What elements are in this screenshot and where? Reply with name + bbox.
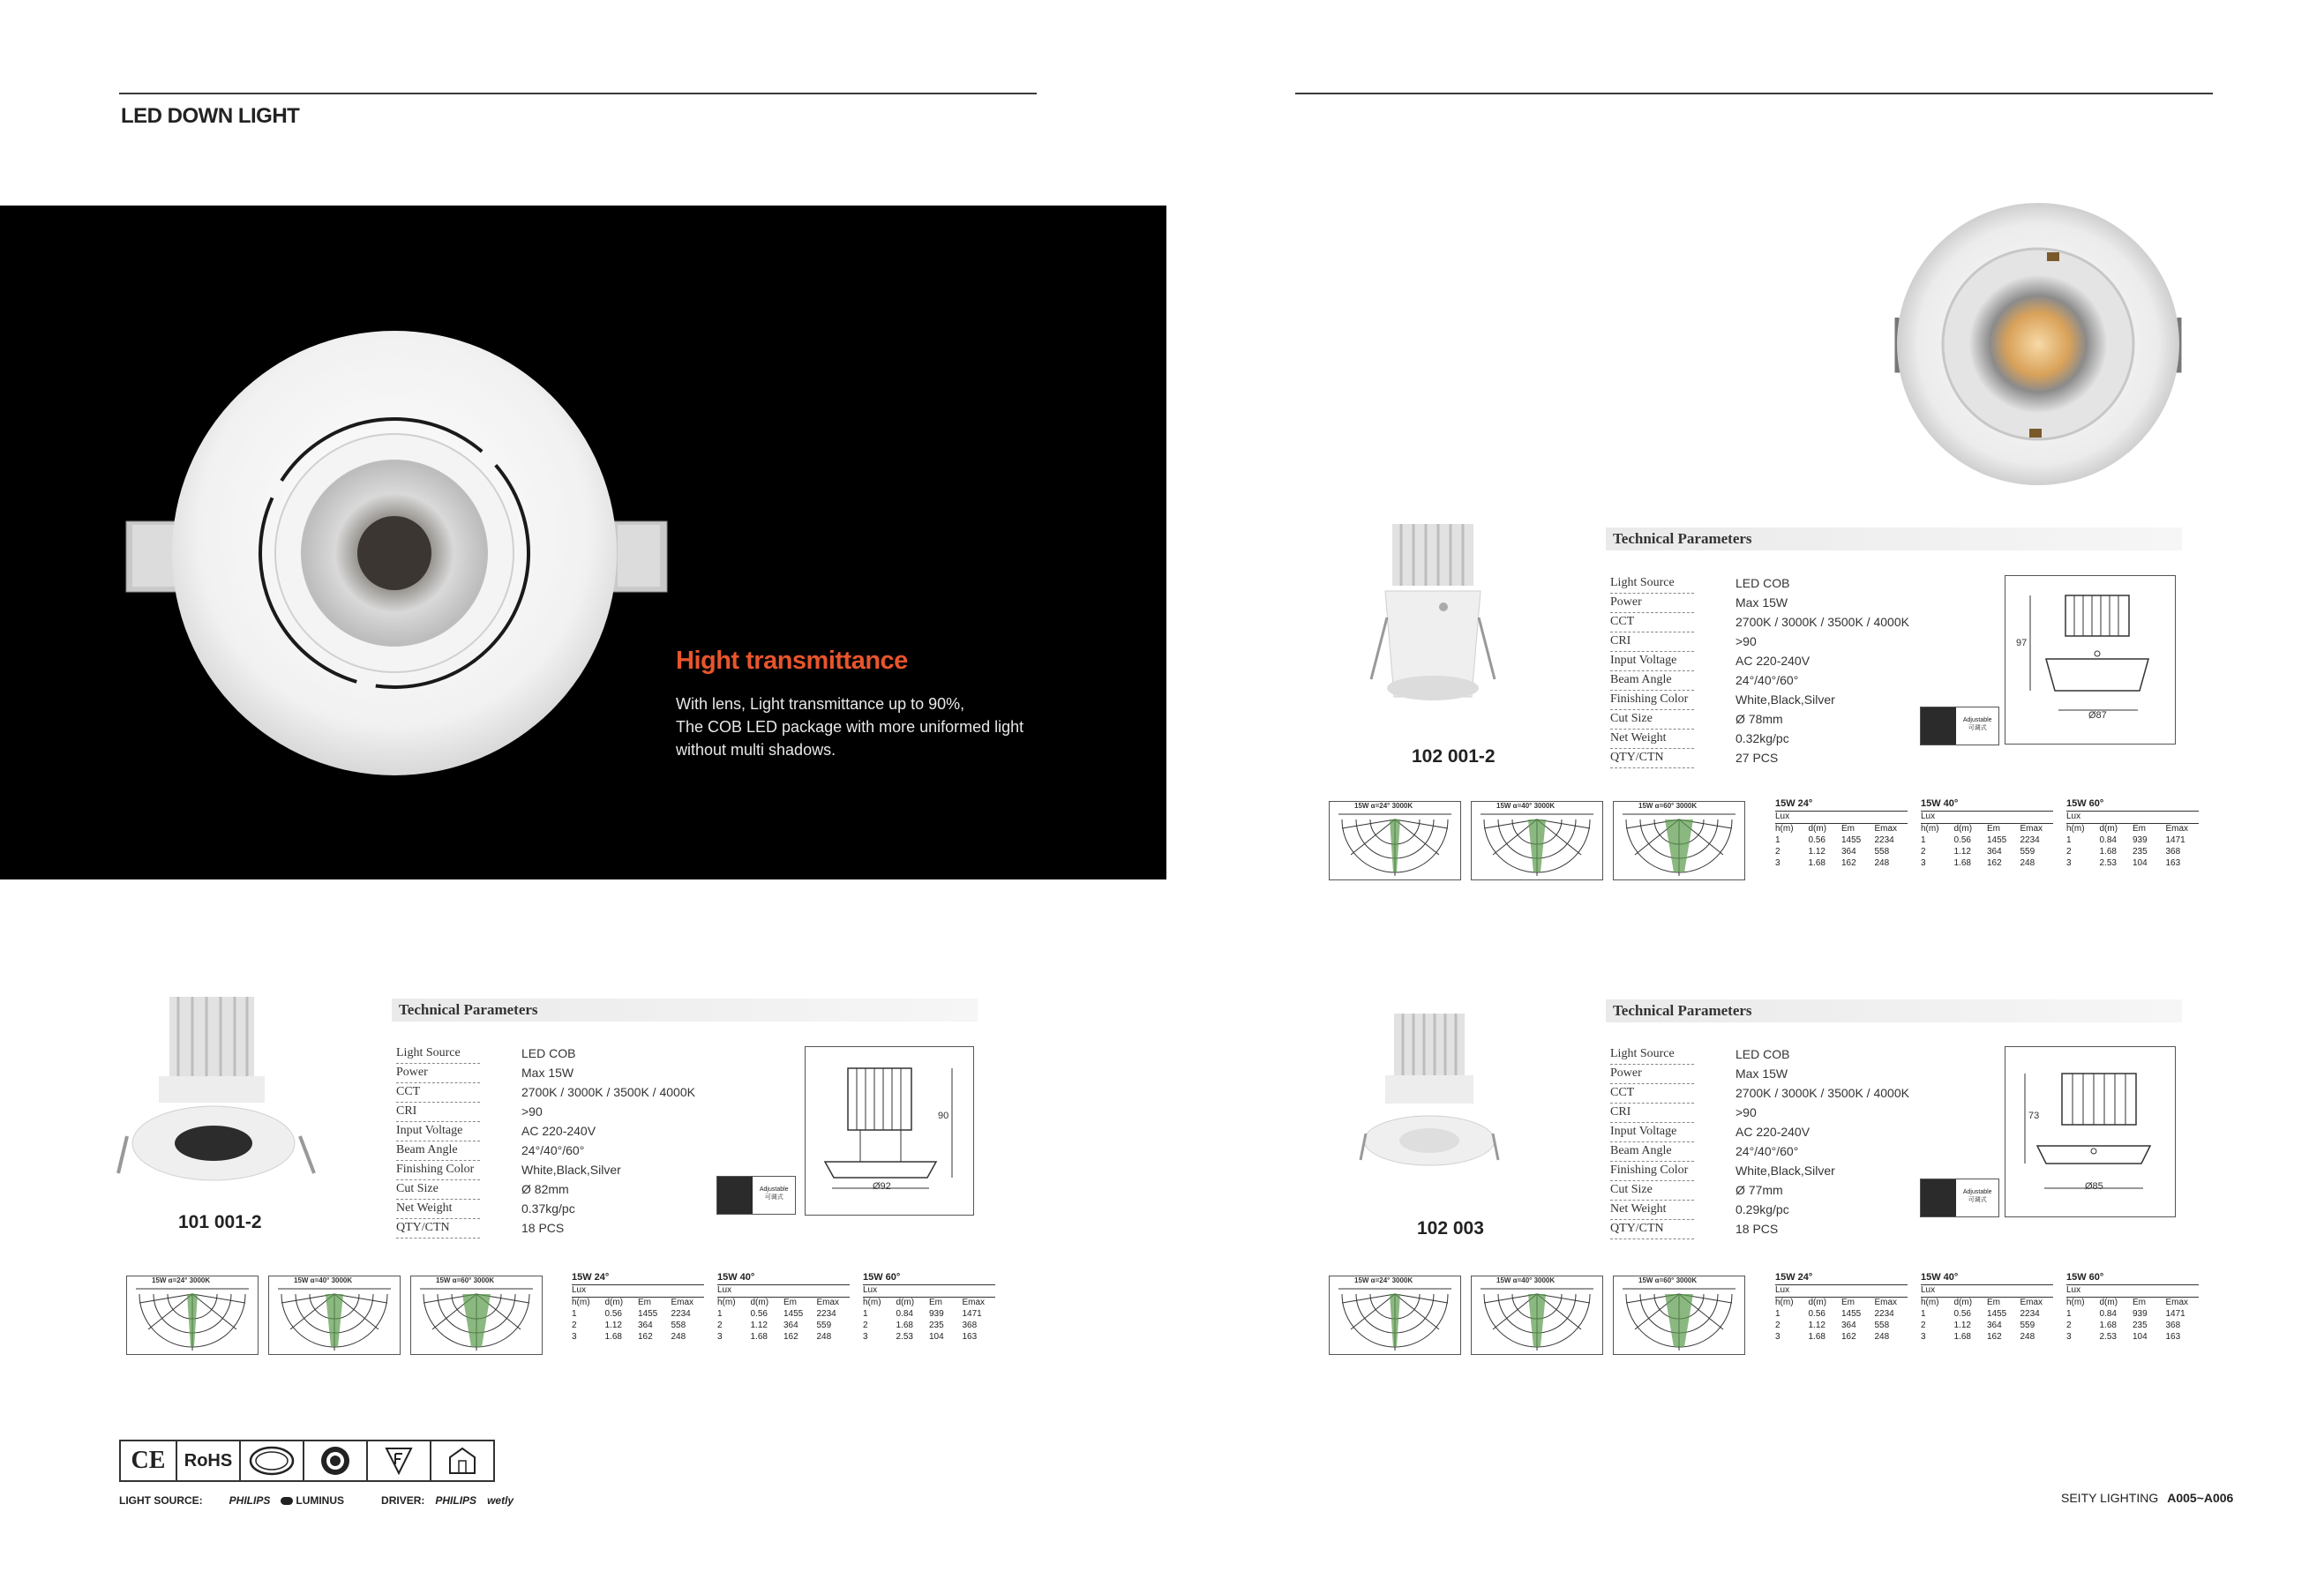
polar-label: 15W α=24° 3000K [1354,1276,1413,1284]
iso-mark-icon [303,1440,368,1482]
dimension-height: 73 [2028,1111,2040,1121]
ccc-mark-icon [239,1440,304,1482]
adjustable-label: Adjustable [1962,717,1992,723]
param-value: 27 PCS [1736,751,1779,765]
adjustable-label-cn: 可调式 [764,1194,783,1201]
product-102-001-2-photo [1366,520,1498,706]
param-label: CCT [1610,612,1694,632]
param-value: Ø 77mm [1736,1183,1783,1197]
param-value: >90 [521,1104,543,1119]
lux-row: 3 1.68 162 248 [572,1332,686,1342]
param-value: 2700K / 3000K / 3500K / 4000K [521,1085,695,1099]
lux-title: 15W 60° [863,1272,995,1285]
lux-table-40 [1921,798,2053,870]
downlight-front-photo [1879,194,2197,494]
hero-panel [0,206,1166,879]
lux-row: 1 0.56 1455 2234 [1921,1309,2040,1319]
lux-sub: Lux [1921,812,2053,824]
param-value: >90 [1736,1105,1757,1119]
param-label: Beam Angle [1610,670,1694,691]
param-value: Ø 82mm [521,1182,569,1196]
param-label: CRI [396,1102,480,1122]
polar-diagram-40 [1471,801,1603,880]
lux-table-24 [1775,1272,1908,1343]
param-value: AC 220-240V [521,1124,596,1138]
dimension-drawing-101-001-2 [805,1046,974,1216]
model-number-102-001-2: 102 001-2 [1412,746,1496,767]
dimension-diameter: Ø92 [873,1181,891,1192]
param-value: AC 220-240V [1736,1125,1810,1139]
param-label: Light Source [1610,1044,1694,1065]
polar-diagram-24 [1329,1276,1461,1355]
param-label: CCT [1610,1083,1694,1104]
lux-row: 1 0.56 1455 2234 [717,1309,836,1319]
param-label: Input Voltage [1610,1122,1694,1142]
param-value: 0.37kg/pc [521,1201,575,1216]
polar-label: 15W α=40° 3000K [1496,802,1556,810]
footer-suppliers [119,1494,514,1507]
param-label: Finishing Color [396,1160,480,1180]
dimension-diameter: Ø87 [2088,710,2107,721]
param-value: 24°/40°/60° [1736,1144,1799,1158]
adjustable-label: Adjustable [1962,1189,1992,1195]
polar-diagram-40 [1471,1276,1603,1355]
lux-row: 2 1.12 364 559 [1921,1321,2035,1330]
luminus-mark-icon [281,1497,293,1505]
lux-row: 2 1.68 235 368 [2066,847,2181,857]
param-label: Power [396,1063,480,1083]
param-value: >90 [1736,634,1757,648]
param-value: White,Black,Silver [1736,692,1835,707]
param-value: LED COB [1736,576,1790,590]
model-number-102-003: 102 003 [1417,1218,1484,1239]
param-value: 0.32kg/pc [1736,731,1789,745]
right-top-rule [1295,93,2213,94]
model-number-101-001-2: 101 001-2 [178,1212,262,1232]
ce-mark-icon: CE [119,1440,177,1482]
param-value: LED COB [521,1046,576,1060]
lux-header-row: h(m) d(m) Em Emax [1775,824,1898,834]
tech-params-table-102-001-2 [1610,573,1963,772]
lux-row: 1 0.56 1455 2234 [1921,835,2040,845]
param-value: Max 15W [1736,1066,1788,1081]
adjustable-label-cn: 可调式 [1968,1197,1987,1203]
lux-header-row: h(m) d(m) Em Emax [1921,824,2043,834]
lux-sub: Lux [717,1285,850,1298]
lux-header-row: h(m) d(m) Em Emax [1775,1298,1898,1307]
tech-params-table-102-003 [1610,1044,1963,1243]
lux-table-60 [863,1272,995,1343]
polar-label: 15W α=40° 3000K [294,1276,353,1284]
lux-header-row: h(m) d(m) Em Emax [572,1298,694,1307]
page-range: A005~A006 [2167,1491,2234,1505]
dimension-drawing-102-001-2 [2005,575,2176,745]
param-value: Ø 78mm [1736,712,1783,726]
lux-sub: Lux [2066,812,2199,824]
driver-label: DRIVER: [381,1494,425,1507]
adjustable-badge [716,1176,796,1215]
wetly-logo: wetly [487,1494,514,1507]
param-label: Net Weight [1610,1200,1694,1220]
lux-row: 3 2.53 104 163 [863,1332,978,1342]
adjustable-icon [717,1177,753,1214]
param-value: 2700K / 3000K / 3500K / 4000K [1736,1086,1909,1100]
tech-params-table-101-001-2 [396,1044,749,1242]
polar-label: 15W α=24° 3000K [152,1276,211,1284]
param-label: Net Weight [396,1199,480,1219]
lux-row: 1 0.56 1455 2234 [572,1309,691,1319]
param-value: Max 15W [1736,595,1788,610]
light-source-label: LIGHT SOURCE: [119,1494,203,1507]
polar-diagram-60 [1613,801,1745,880]
lux-sub: Lux [863,1285,995,1298]
lux-title: 15W 40° [1921,1272,2053,1285]
param-label: Input Voltage [1610,651,1694,671]
lux-table-24 [1775,798,1908,870]
lux-sub: Lux [2066,1285,2199,1298]
param-label: QTY/CTN [1610,748,1694,768]
lux-header-row: h(m) d(m) Em Emax [863,1298,986,1307]
lux-sub: Lux [1775,812,1908,824]
lux-sub: Lux [572,1285,704,1298]
param-label: Input Voltage [396,1121,480,1141]
lux-title: 15W 60° [2066,798,2199,812]
lux-row: 3 1.68 162 248 [1775,1332,1890,1342]
param-label: Power [1610,593,1694,613]
param-label: Cut Size [1610,1180,1694,1201]
rohs-mark-icon: RoHS [176,1440,241,1482]
lux-row: 1 0.84 939 1471 [2066,835,2185,845]
polar-diagram-24 [126,1276,259,1355]
param-value: AC 220-240V [1736,654,1810,668]
hero-title: Hight transmittance [676,647,908,675]
tech-params-header-101-001-2: Technical Parameters [392,999,978,1022]
lux-row: 2 1.12 364 558 [572,1321,686,1330]
page-footer [2061,1491,2233,1505]
lux-table-60 [2066,798,2199,870]
lux-row: 3 1.68 162 248 [1775,858,1890,868]
dimension-drawing-102-003 [2005,1046,2176,1217]
dimension-diameter: Ø85 [2085,1181,2103,1192]
lux-row: 3 1.68 162 248 [1921,858,2035,868]
lux-row: 3 1.68 162 248 [717,1332,832,1342]
adjustable-icon [1921,1179,1956,1216]
philips-driver-logo: PHILIPS [435,1494,477,1507]
lux-row: 1 0.84 939 1471 [2066,1309,2185,1319]
page-title: LED DOWN LIGHT [121,104,300,128]
lux-row: 3 1.68 162 248 [1921,1332,2035,1342]
param-label: Net Weight [1610,729,1694,749]
indoor-use-icon [430,1440,495,1482]
param-value: 18 PCS [1736,1222,1779,1236]
adjustable-label: Adjustable [759,1186,789,1193]
param-label: Cut Size [1610,709,1694,730]
param-value: 24°/40°/60° [521,1143,585,1157]
hero-line-2: The COB LED package with more uniformed light [676,718,1024,736]
dimension-height: 90 [938,1111,949,1121]
polar-diagram-60 [410,1276,543,1355]
lux-row: 2 1.12 364 558 [1775,1321,1890,1330]
lux-sub: Lux [1921,1285,2053,1298]
lux-title: 15W 40° [1921,798,2053,812]
polar-label: 15W α=24° 3000K [1354,802,1413,810]
lux-row: 1 0.84 939 1471 [863,1309,982,1319]
lux-row: 1 0.56 1455 2234 [1775,835,1894,845]
param-label: CCT [396,1082,480,1103]
lux-header-row: h(m) d(m) Em Emax [1921,1298,2043,1307]
company-name: SEITY LIGHTING [2061,1491,2159,1505]
lux-row: 2 1.68 235 368 [2066,1321,2181,1330]
lux-sub: Lux [1775,1285,1908,1298]
hero-description [676,692,1023,761]
philips-logo: PHILIPS [229,1494,271,1507]
hero-line-1: With lens, Light transmittance up to 90%, [676,695,965,713]
luminus-label: LUMINUS [296,1494,345,1507]
param-label: CRI [1610,632,1694,652]
adjustable-badge [1920,1179,1999,1217]
lux-title: 15W 24° [1775,1272,1908,1285]
lux-row: 2 1.12 364 558 [1775,847,1890,857]
left-top-rule [119,93,1037,94]
polar-diagram-24 [1329,801,1461,880]
tech-params-header-102-001-2: Technical Parameters [1606,528,2182,550]
param-value: 2700K / 3000K / 3500K / 4000K [1736,615,1909,629]
lux-header-row: h(m) d(m) Em Emax [717,1298,840,1307]
param-label: Finishing Color [1610,690,1694,710]
polar-diagram-60 [1613,1276,1745,1355]
tech-params-header-102-003: Technical Parameters [1606,999,2182,1022]
param-label: QTY/CTN [396,1218,480,1239]
lux-row: 1 0.56 1455 2234 [1775,1309,1894,1319]
product-101-001-2-photo [115,988,318,1191]
param-label: Finishing Color [1610,1161,1694,1181]
product-102-003-photo [1359,1010,1500,1169]
lux-row: 2 1.68 235 368 [863,1321,978,1330]
lux-title: 15W 40° [717,1272,850,1285]
lux-row: 2 1.12 364 559 [1921,847,2035,857]
f-mark-icon [366,1440,431,1482]
dimension-height: 97 [2016,638,2028,648]
param-value: 0.29kg/pc [1736,1202,1789,1216]
param-label: QTY/CTN [1610,1219,1694,1239]
lux-header-row: h(m) d(m) Em Emax [2066,824,2189,834]
param-label: Cut Size [396,1179,480,1200]
adjustable-icon [1921,707,1956,745]
param-label: CRI [1610,1103,1694,1123]
certification-strip [119,1440,509,1482]
hero-line-3: without multi shadows. [676,741,836,759]
lux-row: 3 2.53 104 163 [2066,858,2181,868]
lux-title: 15W 24° [572,1272,704,1285]
lux-row: 2 1.12 364 559 [717,1321,832,1330]
adjustable-label-cn: 可调式 [1968,725,1987,731]
lux-table-24 [572,1272,704,1343]
lux-header-row: h(m) d(m) Em Emax [2066,1298,2189,1307]
polar-label: 15W α=40° 3000K [1496,1276,1556,1284]
param-label: Light Source [396,1044,480,1064]
polar-label: 15W α=60° 3000K [1638,1276,1698,1284]
param-label: Power [1610,1064,1694,1084]
lux-title: 15W 24° [1775,798,1908,812]
param-value: 18 PCS [521,1221,565,1235]
param-label: Beam Angle [1610,1141,1694,1162]
param-value: White,Black,Silver [1736,1164,1835,1178]
param-value: LED COB [1736,1047,1790,1061]
param-label: Beam Angle [396,1141,480,1161]
luminus-logo [281,1494,344,1507]
lux-row: 3 2.53 104 163 [2066,1332,2181,1342]
lux-title: 15W 60° [2066,1272,2199,1285]
downlight-hero-image [0,206,706,879]
polar-label: 15W α=60° 3000K [436,1276,495,1284]
param-value: White,Black,Silver [521,1163,621,1177]
param-value: Max 15W [521,1066,574,1080]
adjustable-badge [1920,707,1999,745]
lux-table-60 [2066,1272,2199,1343]
param-label: Light Source [1610,573,1694,594]
lux-table-40 [1921,1272,2053,1343]
lux-table-40 [717,1272,850,1343]
param-value: 24°/40°/60° [1736,673,1799,687]
polar-label: 15W α=60° 3000K [1638,802,1698,810]
polar-diagram-40 [268,1276,401,1355]
